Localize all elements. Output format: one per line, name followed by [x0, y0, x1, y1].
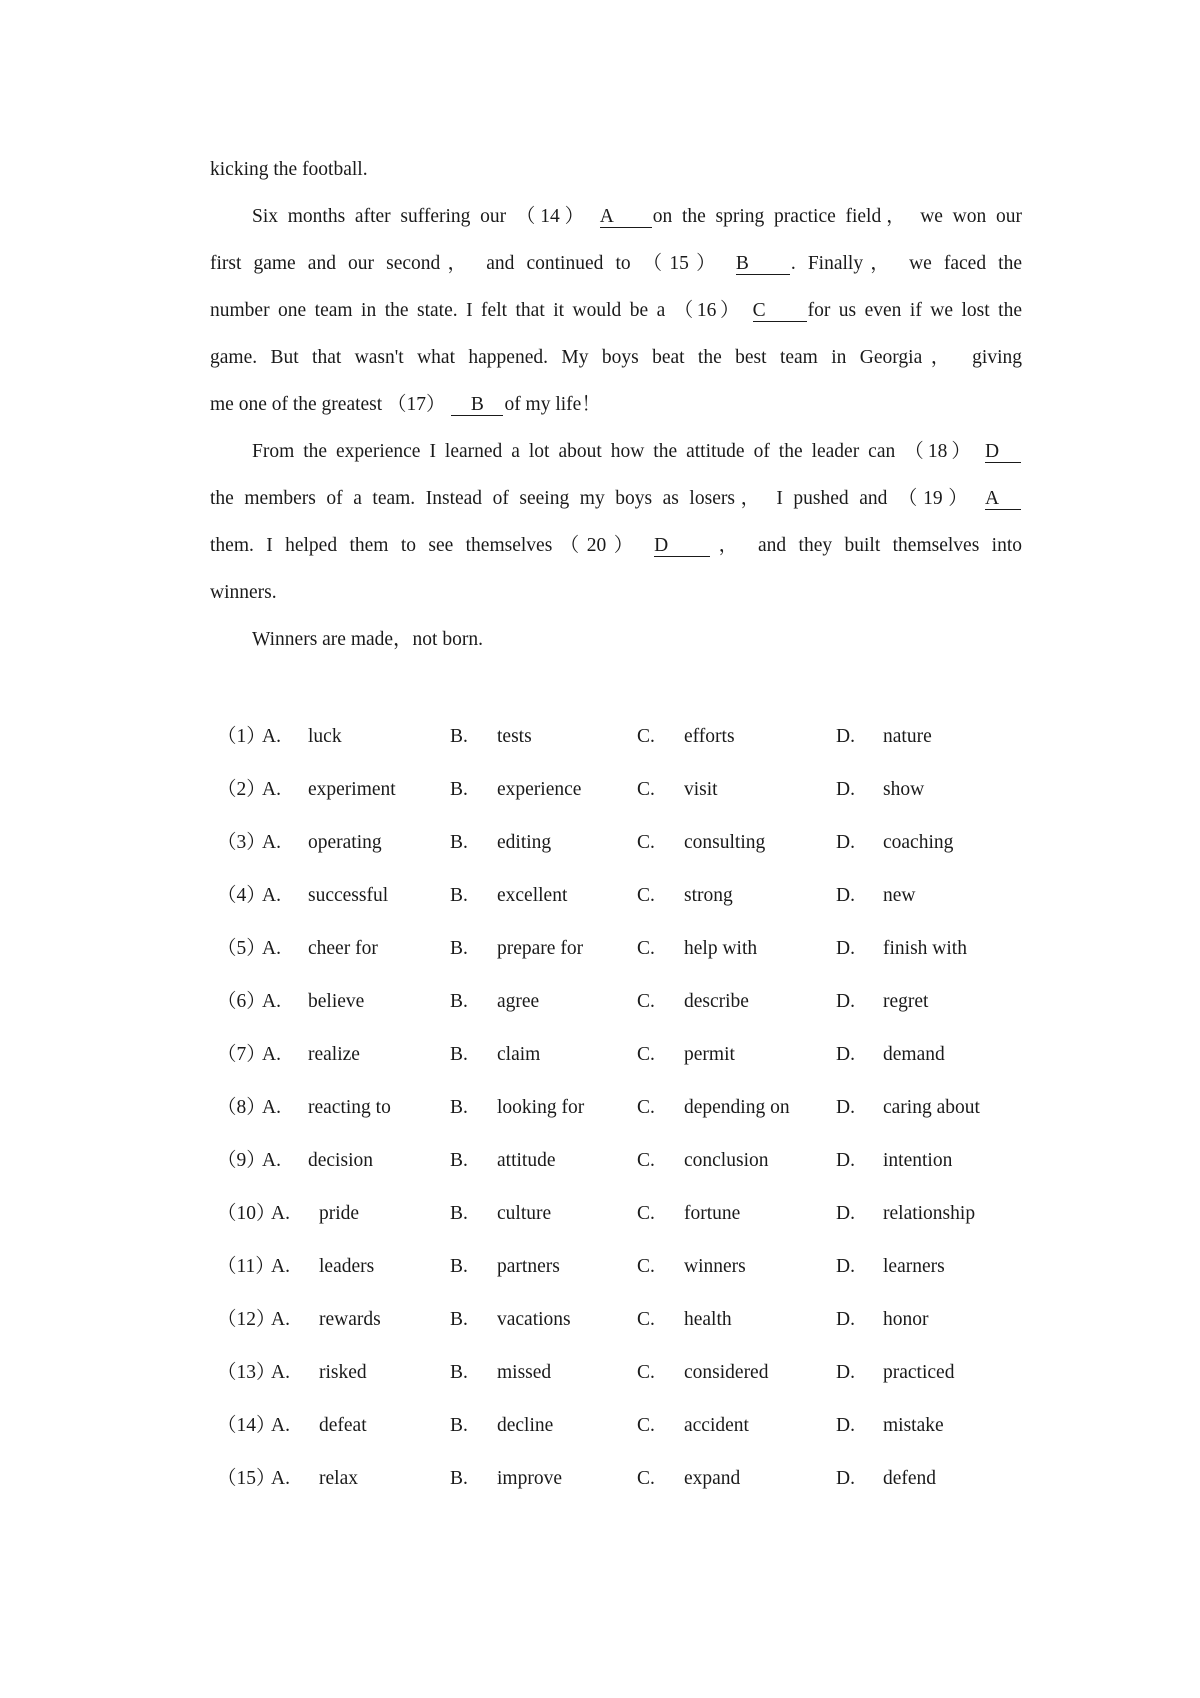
question-number: （8）	[217, 1097, 266, 1118]
option-d: mistake	[883, 1415, 944, 1436]
question-number: （2）	[217, 779, 266, 800]
option-letter-a: A.	[262, 832, 281, 853]
option-letter-a: A.	[271, 1468, 290, 1489]
passage-line	[210, 252, 1022, 276]
option-d: demand	[883, 1044, 945, 1065]
option-c: conclusion	[684, 1150, 769, 1171]
option-d: caring about	[883, 1097, 980, 1118]
answer-blank-18: D	[985, 442, 1021, 463]
passage-line	[252, 628, 1022, 652]
option-letter-c: C.	[637, 885, 655, 906]
option-d: intention	[883, 1150, 953, 1171]
option-letter-b: B.	[450, 1468, 468, 1489]
option-letter-b: B.	[450, 1150, 468, 1171]
question-number: （15）	[217, 1468, 276, 1489]
option-a: decision	[308, 1150, 373, 1171]
option-d: nature	[883, 726, 932, 747]
passage-text: of my life！	[504, 394, 601, 415]
option-letter-b: B.	[450, 885, 468, 906]
option-letter-b: B.	[450, 1362, 468, 1383]
question-number: （9）	[217, 1150, 266, 1171]
option-a: leaders	[319, 1256, 375, 1277]
option-a: operating	[308, 832, 382, 853]
option-a: risked	[319, 1362, 367, 1383]
option-letter-d: D.	[836, 726, 855, 747]
option-c: strong	[684, 885, 733, 906]
option-b: culture	[497, 1203, 552, 1224]
option-c: fortune	[684, 1203, 741, 1224]
option-a: pride	[319, 1203, 360, 1224]
passage-text: From the experience I learned a lot about how the attitude of the leader can （18）	[252, 441, 976, 462]
option-letter-a: A.	[271, 1256, 290, 1277]
option-letter-b: B.	[450, 1203, 468, 1224]
option-letter-c: C.	[637, 1309, 655, 1330]
option-letter-d: D.	[836, 1468, 855, 1489]
option-letter-d: D.	[836, 1150, 855, 1171]
option-letter-c: C.	[637, 1203, 655, 1224]
question-number: （10）	[217, 1203, 276, 1224]
option-d: show	[883, 779, 925, 800]
option-d: learners	[883, 1256, 945, 1277]
option-letter-b: B.	[450, 1415, 468, 1436]
question-number: （4）	[217, 885, 266, 906]
option-letter-a: A.	[262, 779, 281, 800]
option-letter-b: B.	[450, 1044, 468, 1065]
option-letter-d: D.	[836, 832, 855, 853]
option-letter-c: C.	[637, 991, 655, 1012]
passage-line	[210, 346, 1022, 370]
option-letter-c: C.	[637, 1150, 655, 1171]
option-letter-b: B.	[450, 726, 468, 747]
option-letter-d: D.	[836, 991, 855, 1012]
option-letter-d: D.	[836, 938, 855, 959]
option-letter-a: A.	[262, 726, 281, 747]
option-letter-c: C.	[637, 832, 655, 853]
option-letter-b: B.	[450, 1097, 468, 1118]
option-letter-c: C.	[637, 1468, 655, 1489]
passage-text: them. I helped them to see themselves（20）	[210, 535, 641, 556]
option-b: attitude	[497, 1150, 556, 1171]
option-letter-b: B.	[450, 779, 468, 800]
option-c: permit	[684, 1044, 735, 1065]
question-number: （5）	[217, 938, 266, 959]
passage-line	[252, 440, 1022, 464]
passage-text: first game and our second， and continued to （15）	[210, 253, 723, 274]
passage-line	[252, 205, 1022, 229]
option-b: claim	[497, 1044, 541, 1065]
option-letter-d: D.	[836, 779, 855, 800]
option-letter-a: A.	[262, 1097, 281, 1118]
answer-blank-20: D	[654, 536, 710, 557]
answer-blank-17: B	[451, 395, 503, 416]
answer-blank-16: C	[753, 301, 807, 322]
question-number: （14）	[217, 1415, 276, 1436]
option-a: realize	[308, 1044, 360, 1065]
option-letter-d: D.	[836, 1415, 855, 1436]
option-d: finish with	[883, 938, 967, 959]
passage-text: winners.	[210, 582, 277, 603]
option-c: accident	[684, 1415, 749, 1436]
option-d: relationship	[883, 1203, 976, 1224]
passage-text: for us even if we lost the	[807, 300, 1022, 321]
question-number: （13）	[217, 1362, 276, 1383]
option-b: partners	[497, 1256, 560, 1277]
option-letter-a: A.	[271, 1203, 290, 1224]
passage-line	[210, 581, 1022, 605]
question-number: （6）	[217, 991, 266, 1012]
passage-line	[210, 158, 1022, 182]
option-c: efforts	[684, 726, 735, 747]
option-letter-d: D.	[836, 1256, 855, 1277]
option-b: looking for	[497, 1097, 585, 1118]
option-letter-d: D.	[836, 1203, 855, 1224]
option-letter-c: C.	[637, 1044, 655, 1065]
option-a: cheer for	[308, 938, 378, 959]
option-b: agree	[497, 991, 540, 1012]
passage-text: Winners are made，not born.	[252, 629, 483, 650]
option-a: believe	[308, 991, 365, 1012]
option-b: prepare for	[497, 938, 584, 959]
option-c: health	[684, 1309, 732, 1330]
question-number: （3）	[217, 832, 266, 853]
option-letter-c: C.	[637, 1256, 655, 1277]
option-letter-b: B.	[450, 1309, 468, 1330]
option-letter-a: A.	[262, 885, 281, 906]
question-number: （12）	[217, 1309, 276, 1330]
passage-line	[210, 534, 1022, 558]
passage-text: number one team in the state. I felt that it would be a （16）	[210, 300, 744, 321]
option-b: editing	[497, 832, 552, 853]
answer-blank-19: A	[985, 489, 1021, 510]
passage-line	[210, 299, 1022, 323]
passage-text: game. But that wasn't what happened. My boys beat the best team in Georgia， giving	[210, 347, 1022, 368]
option-b: experience	[497, 779, 582, 800]
option-letter-a: A.	[271, 1415, 290, 1436]
option-letter-a: A.	[262, 938, 281, 959]
option-letter-d: D.	[836, 1044, 855, 1065]
passage-text: Six months after suffering our （14）	[252, 206, 589, 227]
option-a: reacting to	[308, 1097, 391, 1118]
option-a: defeat	[319, 1415, 367, 1436]
option-b: improve	[497, 1468, 562, 1489]
option-letter-a: A.	[262, 1044, 281, 1065]
option-a: successful	[308, 885, 389, 906]
option-b: tests	[497, 726, 532, 747]
option-d: new	[883, 885, 916, 906]
question-number: （1）	[217, 726, 266, 747]
option-letter-c: C.	[637, 726, 655, 747]
option-c: visit	[684, 779, 718, 800]
option-d: regret	[883, 991, 929, 1012]
option-letter-c: C.	[637, 779, 655, 800]
option-d: coaching	[883, 832, 954, 853]
option-letter-b: B.	[450, 938, 468, 959]
option-a: luck	[308, 726, 342, 747]
option-letter-d: D.	[836, 1097, 855, 1118]
option-letter-a: A.	[262, 991, 281, 1012]
passage-line	[210, 393, 1022, 417]
option-c: consulting	[684, 832, 766, 853]
option-letter-d: D.	[836, 1362, 855, 1383]
option-letter-b: B.	[450, 832, 468, 853]
option-c: describe	[684, 991, 749, 1012]
question-number: （7）	[217, 1044, 266, 1065]
option-a: relax	[319, 1468, 358, 1489]
option-c: winners	[684, 1256, 746, 1277]
option-c: expand	[684, 1468, 741, 1489]
question-number: （11）	[217, 1256, 275, 1277]
passage-text: me one of the greatest （17）	[210, 394, 446, 415]
option-letter-b: B.	[450, 1256, 468, 1277]
option-letter-a: A.	[271, 1309, 290, 1330]
option-a: experiment	[308, 779, 396, 800]
option-letter-c: C.	[637, 938, 655, 959]
option-letter-c: C.	[637, 1415, 655, 1436]
option-letter-d: D.	[836, 885, 855, 906]
option-b: vacations	[497, 1309, 571, 1330]
option-letter-a: A.	[262, 1150, 281, 1171]
option-c: depending on	[684, 1097, 790, 1118]
option-b: excellent	[497, 885, 568, 906]
option-c: considered	[684, 1362, 769, 1383]
passage-text: ， and they built themselves into	[711, 535, 1022, 556]
answer-blank-14: A	[600, 207, 652, 228]
option-letter-d: D.	[836, 1309, 855, 1330]
option-letter-a: A.	[271, 1362, 290, 1383]
option-a: rewards	[319, 1309, 381, 1330]
option-d: practiced	[883, 1362, 955, 1383]
passage-text: kicking the football.	[210, 159, 368, 180]
passage-text: on the spring practice field， we won our	[652, 206, 1022, 227]
passage-text: the members of a team. Instead of seeing my boys as losers， I pushed and （19）	[210, 488, 974, 509]
answer-blank-15: B	[736, 254, 790, 275]
option-d: honor	[883, 1309, 929, 1330]
option-d: defend	[883, 1468, 937, 1489]
option-letter-c: C.	[637, 1362, 655, 1383]
option-letter-b: B.	[450, 991, 468, 1012]
option-b: decline	[497, 1415, 554, 1436]
option-letter-c: C.	[637, 1097, 655, 1118]
passage-text: . Finally， we faced the	[790, 253, 1022, 274]
passage-line	[210, 487, 1022, 511]
option-c: help with	[684, 938, 758, 959]
option-b: missed	[497, 1362, 552, 1383]
